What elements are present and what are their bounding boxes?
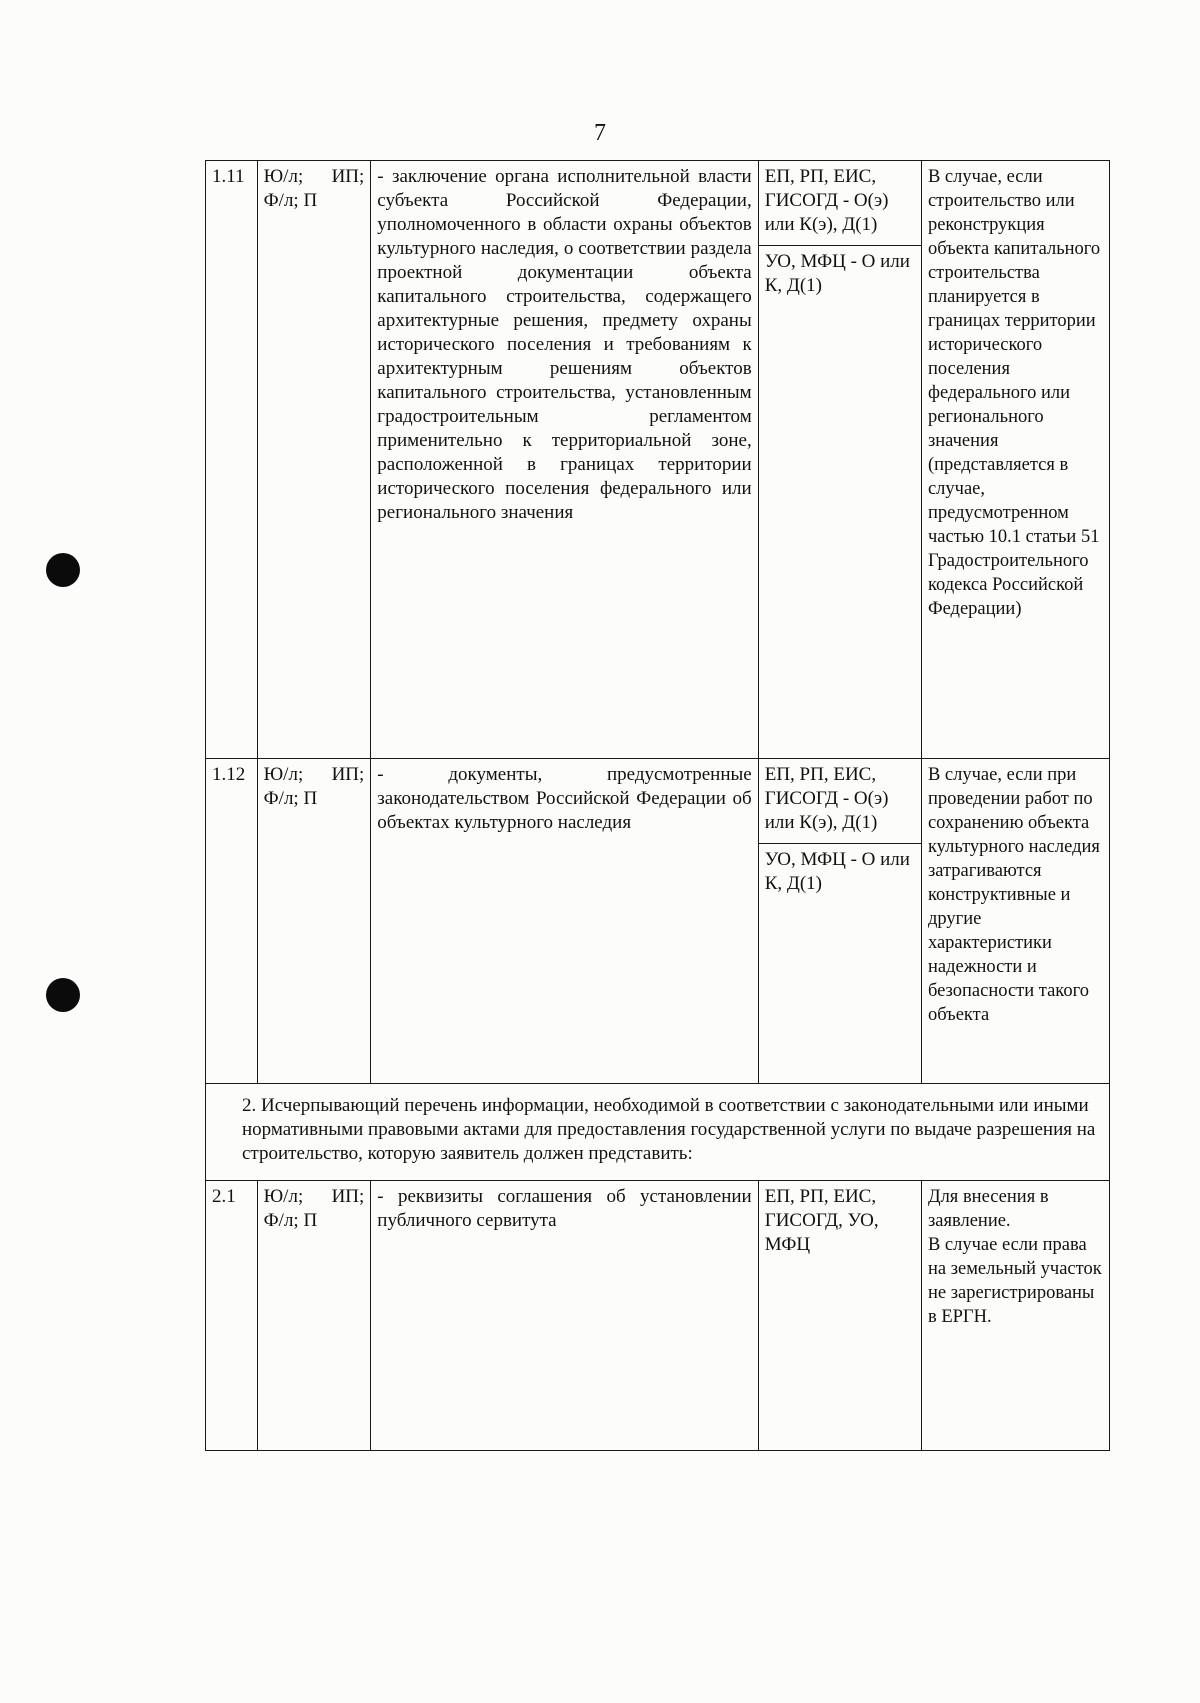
document-description: - реквизиты соглашения об установлении публичного сервитута [371, 1181, 758, 1451]
submission-channels: ЕП, РП, ЕИС, ГИСОГД, УО, МФЦ [758, 1181, 921, 1451]
section-text: Исчерпывающий перечень информации, необходимой в соответствии с законодательными или иными нормативными правовыми актами для предоставления государственной услуги по выдаче разрешения на строительство, которую заявитель должен представить: [242, 1095, 1096, 1164]
in-person-channels: УО, МФЦ - О или К, Д(1) [759, 245, 921, 302]
condition-note [921, 1181, 1109, 1451]
submission-channels [758, 759, 921, 1084]
condition-note: В случае, если строительство или реконструкция объекта капитального строительства планируется в границах территории исторического поселения федерального или регионального значения (представляется в случае, предусмотренном частью 10.1 статьи 51 Градостроительного кодекса Российской Федерации) [921, 161, 1109, 759]
punch-hole-1 [46, 553, 80, 587]
section-number: 2. [242, 1095, 257, 1116]
submission-channels [758, 161, 921, 759]
row-number: 1.12 [206, 759, 258, 1084]
note-condition: В случае если права на земельный участок не зарегистрированы в ЕРГН. [927, 1235, 1102, 1327]
punch-hole-2 [46, 978, 80, 1012]
applicant-category: Ю/л; ИП; Ф/л; П [257, 161, 371, 759]
condition-note: В случае, если при проведении работ по сохранению объекта культурного наследия затрагиваются конструктивные и другие характеристики надежности и безопасности такого объекта [921, 759, 1109, 1084]
section-2-header [206, 1084, 1110, 1181]
electronic-channels: ЕП, РП, ЕИС, ГИСОГД - О(э) или К(э), Д(1) [764, 764, 889, 833]
document-description: - заключение органа исполнительной власти субъекта Российской Федерации, уполномоченного в области охраны объектов культурного наследия, о соответствии раздела проектной документации объекта капитального строительства, содержащего архитектурные решения, предмету охраны исторического поселения и требованиям к архитектурным решениям объектов капитального строительства, установленным градостроительным регламентом применительно к территориальной зоне, расположенной в границах территории исторического поселения федерального или регионального значения [371, 161, 758, 759]
in-person-channels: УО, МФЦ - О или К, Д(1) [759, 843, 921, 900]
section-2-header-row [206, 1084, 1110, 1181]
row-number: 1.11 [206, 161, 258, 759]
table-row-1-11 [206, 161, 1110, 759]
page-number: 7 [594, 120, 606, 146]
document-description: - документы, предусмотренные законодательством Российской Федерации об объектах культурного наследия [371, 759, 758, 1084]
table-row-2-1 [206, 1181, 1110, 1451]
table-row-1-12 [206, 759, 1110, 1084]
row-number: 2.1 [206, 1181, 258, 1451]
requirements-table [205, 160, 1110, 1451]
electronic-channels: ЕП, РП, ЕИС, ГИСОГД - О(э) или К(э), Д(1) [764, 166, 889, 235]
note-purpose: Для внесения в заявление. [927, 1187, 1049, 1231]
applicant-category: Ю/л; ИП; Ф/л; П [257, 1181, 371, 1451]
applicant-category: Ю/л; ИП; Ф/л; П [257, 759, 371, 1084]
